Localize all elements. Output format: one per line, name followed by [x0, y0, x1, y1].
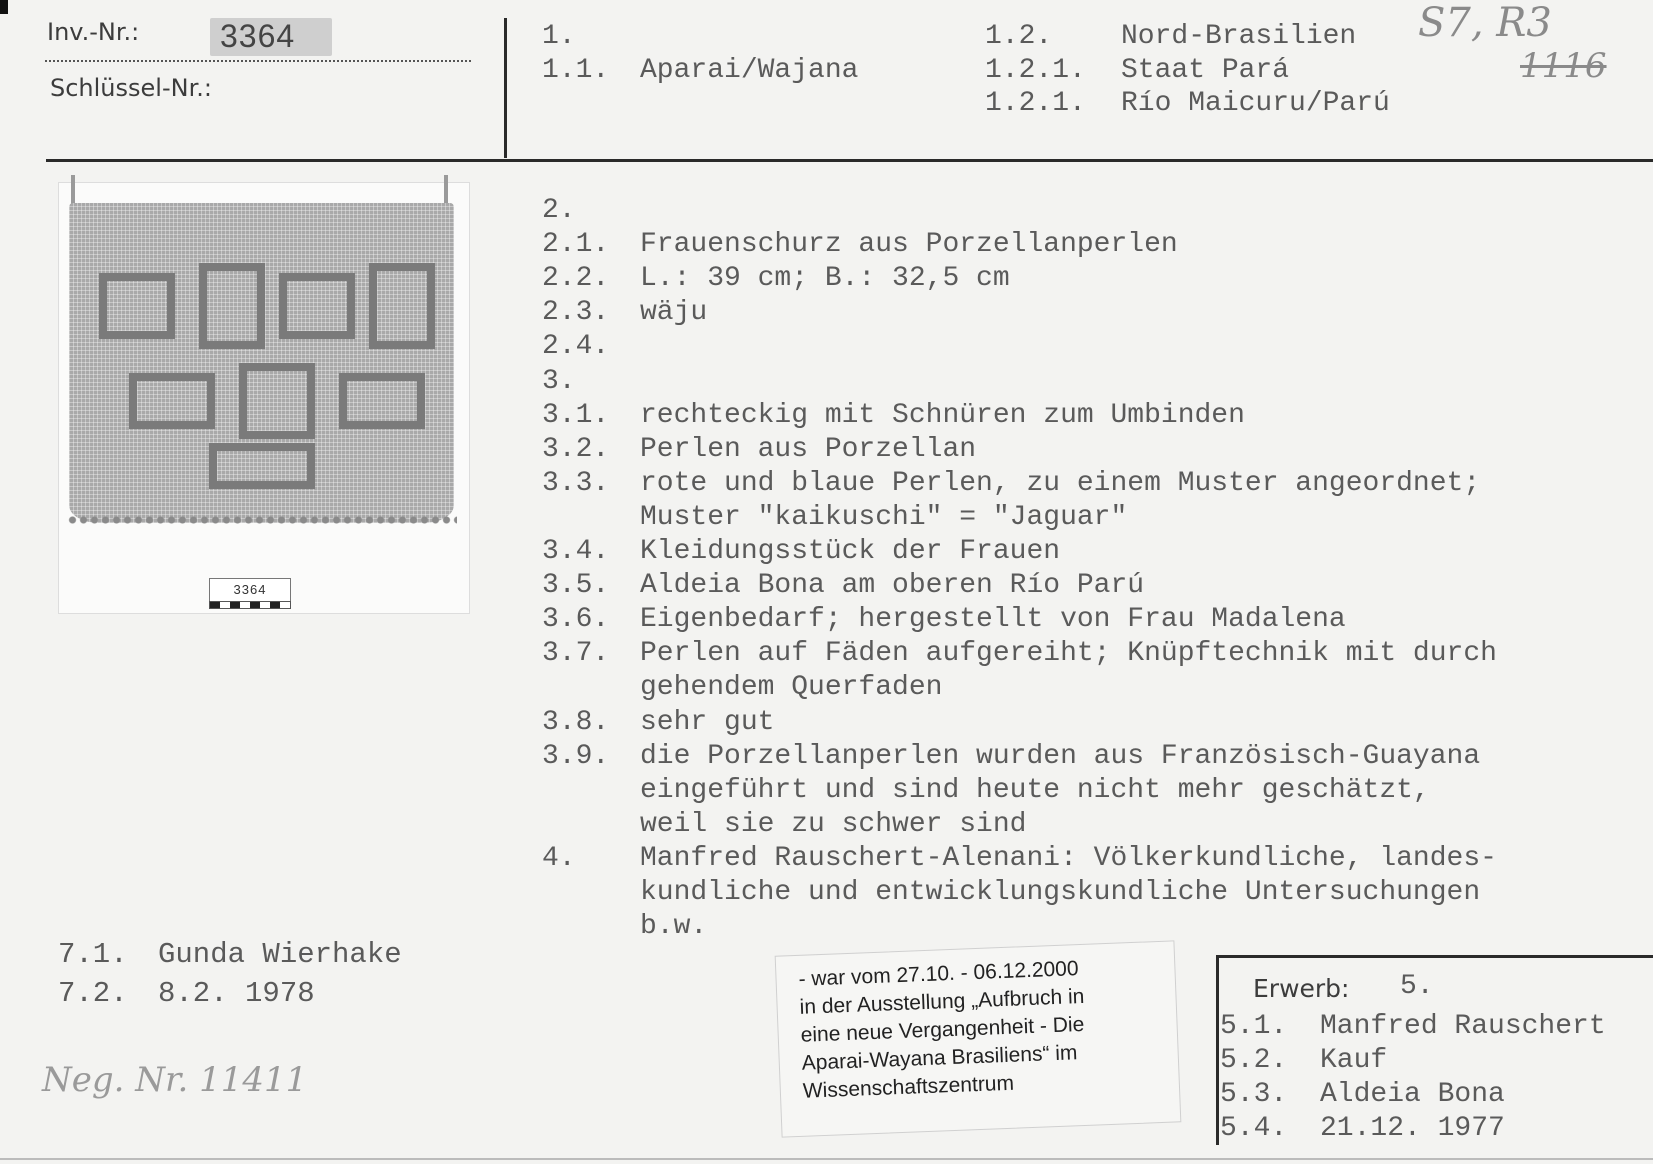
line-text: sehr gut — [640, 707, 775, 738]
line-number: 2.3. — [542, 297, 610, 328]
note-line: in der Ausstellung „Aufbruch in — [799, 984, 1085, 1019]
line-text: Frauenschurz aus Porzellanperlen — [640, 229, 1178, 260]
description-line — [542, 262, 1010, 296]
apron-pattern-shape — [209, 443, 315, 489]
inv-label: Inv.-Nr.: — [47, 18, 140, 46]
line-text: L.: 39 cm; B.: 32,5 cm — [640, 263, 1010, 294]
description-line — [542, 603, 1346, 637]
description-line — [542, 569, 1144, 603]
line-text: b.w. — [640, 911, 708, 942]
section1-row-0: 1. — [542, 21, 576, 52]
acquisition-rule — [1216, 955, 1653, 958]
line-number: 3.7. — [542, 638, 610, 669]
note-line: eine neue Vergangenheit - Die — [800, 1012, 1085, 1047]
apron-pattern-shape — [99, 273, 175, 339]
line-number: 3.6. — [542, 604, 610, 635]
apron-pattern-shape — [239, 363, 315, 439]
line-number: 3.4. — [542, 536, 610, 567]
line-text: Perlen aus Porzellan — [640, 434, 977, 465]
handwritten-neg-number: Neg. Nr. 11411 — [42, 1060, 308, 1100]
acquisition-label: Erwerb: — [1253, 974, 1350, 1003]
description-line — [542, 535, 1060, 569]
line-number: 3.9. — [542, 741, 610, 772]
description-line — [542, 501, 1127, 535]
line-text: kundliche und entwicklungskundliche Untersuchungen — [640, 877, 1481, 908]
description-line — [542, 774, 1430, 808]
line-text: rechteckig mit Schnüren zum Umbinden — [640, 400, 1245, 431]
inv-dotted-line — [45, 60, 471, 62]
acquisition-divider — [1216, 955, 1219, 1145]
line-number: 3.3. — [542, 468, 610, 499]
section1-right-row-2: 1.2.1. Río Maicuru/Parú — [985, 88, 1390, 119]
line-text: Aldeia Bona am oberen Río Parú — [640, 570, 1145, 601]
line-number: 3.5. — [542, 570, 610, 601]
description-line — [542, 399, 1245, 433]
acquisition-row-0: 5.1. Manfred Rauschert — [1220, 1011, 1606, 1042]
photo-number-tag: 3364 — [209, 578, 291, 602]
description-line — [542, 842, 1497, 876]
description-line — [542, 365, 640, 399]
note-line: Wissenschaftszentrum — [802, 1071, 1015, 1103]
line-number: 2. — [542, 195, 576, 226]
line-number: 3.2. — [542, 434, 610, 465]
line-number: 3. — [542, 366, 576, 397]
note-line: Aparai-Wayana Brasiliens“ im — [801, 1041, 1078, 1075]
inv-value: 3364 — [220, 18, 296, 54]
apron-fringe — [67, 513, 457, 527]
description-line — [542, 296, 707, 330]
line-number: 3.8. — [542, 707, 610, 738]
description-line — [542, 671, 942, 705]
description-line — [542, 330, 640, 364]
section1-right-row-1: 1.2.1. Staat Pará — [985, 55, 1290, 86]
line-number: 2.2. — [542, 263, 610, 294]
line-text: Perlen auf Fäden aufgereiht; Knüpftechnik mit durch — [640, 638, 1497, 669]
object-photo — [58, 182, 470, 614]
line-text: eingeführt und sind heute nicht mehr geschätzt, — [640, 775, 1430, 806]
apron-pattern-shape — [279, 273, 355, 339]
exhibition-note — [775, 940, 1182, 1137]
section7-row-0: 7.1. Gunda Wierhake — [58, 938, 402, 971]
apron-pattern-shape — [129, 373, 215, 429]
acquisition-row-2: 5.3. Aldeia Bona — [1220, 1079, 1505, 1110]
description-line — [542, 910, 707, 944]
section1-row-1: 1.1. Aparai/Wajana — [542, 55, 859, 86]
description-line — [542, 637, 1497, 671]
handwritten-shelf-mark: S7, R3 — [1418, 0, 1552, 46]
line-text: wäju — [640, 297, 708, 328]
line-number: 4. — [542, 843, 576, 874]
line-text: die Porzellanperlen wurden aus Französisch-Guayana — [640, 741, 1481, 772]
line-number: 2.1. — [542, 229, 610, 260]
description-line — [542, 740, 1480, 774]
photo-scale-bar — [209, 601, 291, 609]
description-line — [542, 467, 1480, 501]
description-line — [542, 706, 774, 740]
section7-row-1: 7.2. 8.2. 1978 — [58, 977, 315, 1010]
description-line — [542, 194, 640, 228]
acquisition-row-3: 5.4. 21.12. 1977 — [1220, 1113, 1505, 1144]
line-number: 3.1. — [542, 400, 610, 431]
header-rule — [46, 159, 1653, 162]
description-line — [542, 808, 1026, 842]
handwritten-struck-number: 1116 — [1520, 46, 1607, 86]
beaded-apron-image — [69, 203, 454, 523]
line-text: Muster "kaikuschi" = "Jaguar" — [640, 502, 1128, 533]
key-label: Schlüssel-Nr.: — [50, 74, 212, 102]
acquisition-label-number: 5. — [1400, 971, 1434, 1002]
line-text: weil sie zu schwer sind — [640, 809, 1027, 840]
apron-pattern-shape — [199, 263, 265, 349]
apron-pattern-shape — [369, 263, 435, 349]
line-number: 2.4. — [542, 331, 610, 362]
acquisition-row-1: 5.2. Kauf — [1220, 1045, 1388, 1076]
line-text: Eigenbedarf; hergestellt von Frau Madalena — [640, 604, 1346, 635]
note-line: - war vom 27.10. - 06.12.2000 — [798, 957, 1079, 991]
apron-pattern-shape — [339, 373, 425, 429]
line-text: Kleidungsstück der Frauen — [640, 536, 1061, 567]
card-bottom-edge — [0, 1158, 1653, 1160]
section1-right-row-0: 1.2. Nord-Brasilien — [985, 21, 1357, 52]
line-text: Manfred Rauschert-Alenani: Völkerkundliche, landes- — [640, 843, 1497, 874]
header-divider — [504, 18, 507, 158]
line-text: rote und blaue Perlen, zu einem Muster angeordnet; — [640, 468, 1481, 499]
corner-mark — [0, 0, 8, 14]
description-line — [542, 876, 1480, 910]
description-line — [542, 228, 1178, 262]
description-line — [542, 433, 976, 467]
line-text: gehendem Querfaden — [640, 672, 943, 703]
